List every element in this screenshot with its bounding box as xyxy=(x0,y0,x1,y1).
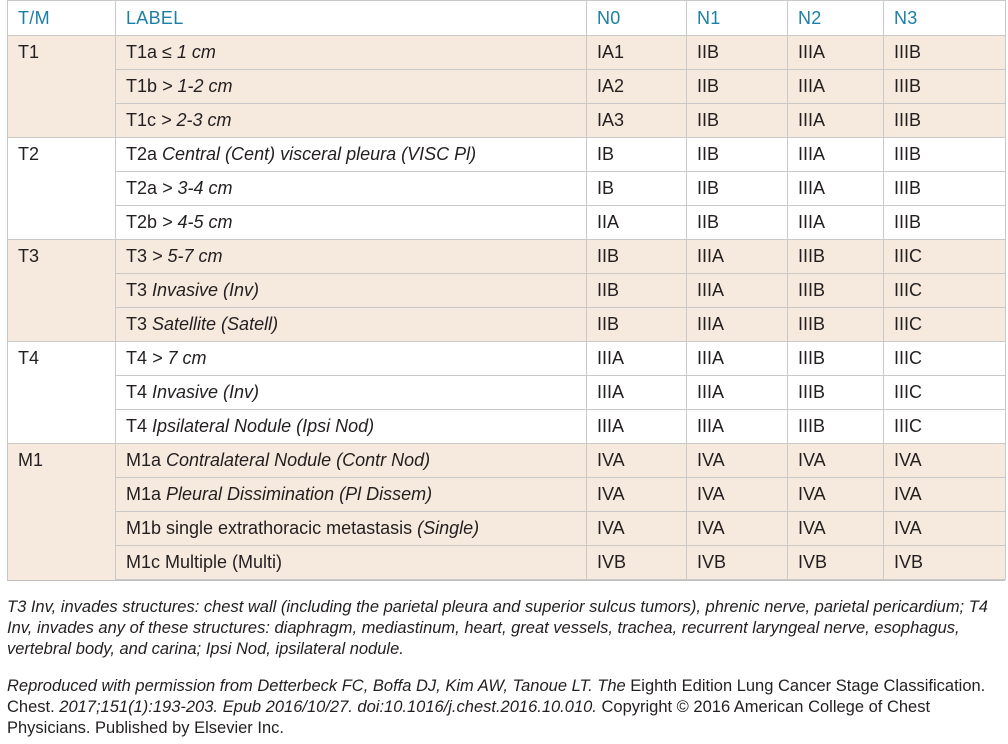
cell-stage-n2: IIIB xyxy=(788,308,884,342)
credit-prefix: Reproduced with permission from Detterbeck FC, Boffa DJ, Kim AW, Tanoue LT. The xyxy=(7,677,631,695)
cell-stage-n1: IVB xyxy=(687,546,788,580)
cell-tm xyxy=(8,376,116,410)
cell-tm xyxy=(8,546,116,580)
label-code: T3 xyxy=(126,246,148,266)
cell-stage-n3: IIIC xyxy=(884,376,1006,410)
cell-stage-n3: IVA xyxy=(884,444,1006,478)
cell-stage-n2: IIIA xyxy=(788,172,884,206)
divider xyxy=(7,580,1005,581)
cell-stage-n0: IIIA xyxy=(587,342,687,376)
cell-label xyxy=(116,240,587,274)
table-row xyxy=(8,36,1006,70)
table-row xyxy=(8,376,1006,410)
cell-stage-n1: IVA xyxy=(687,512,788,546)
cell-label xyxy=(116,206,587,240)
cell-tm: T2 xyxy=(8,138,116,172)
label-code: T4 xyxy=(126,382,148,402)
cell-stage-n2: IIIB xyxy=(788,410,884,444)
label-code: T3 xyxy=(126,280,148,300)
table-row xyxy=(8,104,1006,138)
cell-stage-n2: IVA xyxy=(788,478,884,512)
cell-stage-n3: IIIB xyxy=(884,206,1006,240)
table-row xyxy=(8,478,1006,512)
cell-stage-n1: IIIA xyxy=(687,376,788,410)
cell-stage-n0: IIB xyxy=(587,308,687,342)
table-row xyxy=(8,172,1006,206)
cell-stage-n2: IIIB xyxy=(788,274,884,308)
cell-stage-n3: IIIC xyxy=(884,240,1006,274)
cell-stage-n3: IIIC xyxy=(884,342,1006,376)
cell-stage-n3: IIIC xyxy=(884,308,1006,342)
header-n1: N1 xyxy=(687,1,788,36)
label-code: T2b xyxy=(126,212,158,232)
label-code: T2a xyxy=(126,178,158,198)
cell-stage-n1: IIIA xyxy=(687,410,788,444)
cell-stage-n0: IVA xyxy=(587,478,687,512)
label-code: M1c xyxy=(126,552,161,572)
cell-stage-n3: IIIB xyxy=(884,104,1006,138)
label-description: > 7 cm xyxy=(147,348,207,368)
table-row xyxy=(8,342,1006,376)
cell-stage-n0: IA2 xyxy=(587,70,687,104)
header-tm: T/M xyxy=(8,1,116,36)
cell-stage-n0: IIA xyxy=(587,206,687,240)
cell-stage-n1: IIB xyxy=(687,206,788,240)
label-description: > 1-2 cm xyxy=(157,76,233,96)
label-description: (Single) xyxy=(417,518,480,538)
cell-stage-n1: IIIA xyxy=(687,342,788,376)
cell-stage-n2: IIIB xyxy=(788,376,884,410)
cell-stage-n0: IVA xyxy=(587,512,687,546)
cell-stage-n0: IIB xyxy=(587,240,687,274)
cell-tm: M1 xyxy=(8,444,116,478)
cell-tm xyxy=(8,172,116,206)
cell-stage-n1: IIB xyxy=(687,70,788,104)
cell-tm xyxy=(8,104,116,138)
label-code: T2a xyxy=(126,144,158,164)
cell-stage-n2: IIIB xyxy=(788,342,884,376)
cell-label xyxy=(116,70,587,104)
cell-stage-n2: IIIB xyxy=(788,240,884,274)
cell-stage-n0: IIB xyxy=(587,274,687,308)
header-n0: N0 xyxy=(587,1,687,36)
cell-stage-n3: IIIB xyxy=(884,36,1006,70)
table-row xyxy=(8,512,1006,546)
table-row xyxy=(8,444,1006,478)
cell-stage-n0: IB xyxy=(587,172,687,206)
table-row xyxy=(8,546,1006,580)
cell-stage-n0: IA1 xyxy=(587,36,687,70)
label-description: ≤ 1 cm xyxy=(157,42,216,62)
label-description-plain: single extrathoracic metastasis xyxy=(161,518,418,538)
credit-line xyxy=(7,676,1005,739)
cell-stage-n0: IB xyxy=(587,138,687,172)
header-row xyxy=(8,1,1006,36)
cell-tm xyxy=(8,206,116,240)
cell-stage-n2: IVA xyxy=(788,512,884,546)
table-row xyxy=(8,308,1006,342)
label-code: M1a xyxy=(126,450,162,470)
label-code: T4 xyxy=(126,348,148,368)
cell-label xyxy=(116,308,587,342)
cell-stage-n1: IIIA xyxy=(687,274,788,308)
cell-stage-n1: IIIA xyxy=(687,308,788,342)
cell-stage-n1: IIB xyxy=(687,36,788,70)
cell-stage-n2: IVA xyxy=(788,444,884,478)
cell-stage-n2: IIIA xyxy=(788,206,884,240)
credit-title: Eighth Edition Lung Cancer Stage Classification. Chest. xyxy=(7,677,986,716)
cell-tm: T4 xyxy=(8,342,116,376)
cell-tm xyxy=(8,512,116,546)
cell-stage-n3: IIIB xyxy=(884,70,1006,104)
header-n3: N3 xyxy=(884,1,1006,36)
label-description: Invasive (Inv) xyxy=(147,280,260,300)
table-row xyxy=(8,138,1006,172)
cell-stage-n2: IIIA xyxy=(788,104,884,138)
cell-tm xyxy=(8,70,116,104)
cell-tm: T1 xyxy=(8,36,116,70)
label-code: T1c xyxy=(126,110,157,130)
cell-tm: T3 xyxy=(8,240,116,274)
cell-stage-n3: IVA xyxy=(884,478,1006,512)
cell-stage-n3: IIIB xyxy=(884,172,1006,206)
credit-copyright: Copyright © 2016 American College of Chest Physicians. Published by Elsevier Inc. xyxy=(7,698,931,737)
cell-label xyxy=(116,512,587,546)
cell-label xyxy=(116,104,587,138)
label-description-plain: Multiple (Multi) xyxy=(160,552,283,572)
cell-tm xyxy=(8,410,116,444)
label-code: M1a xyxy=(126,484,162,504)
cell-stage-n2: IIIA xyxy=(788,70,884,104)
table-row xyxy=(8,410,1006,444)
footnote: T3 Inv, invades structures: chest wall (including the parietal pleura and superior sulcus tumors), phrenic nerve, parietal pericardium; T4 Inv, invades any of these structures: diaphragm, mediastinum, heart, great vessels, trachea, recurrent laryngeal nerve, esophagus, vertebral body, and carina; Ipsi Nod, ipsilateral nodule. xyxy=(7,598,988,658)
cell-label xyxy=(116,138,587,172)
label-description: Contralateral Nodule (Contr Nod) xyxy=(161,450,431,470)
cell-label xyxy=(116,478,587,512)
label-description: Ipsilateral Nodule (Ipsi Nod) xyxy=(147,416,375,436)
cell-label xyxy=(116,410,587,444)
cell-tm xyxy=(8,478,116,512)
cell-stage-n2: IIIA xyxy=(788,36,884,70)
cell-label xyxy=(116,376,587,410)
table-row xyxy=(8,274,1006,308)
cell-stage-n0: IVA xyxy=(587,444,687,478)
cell-label xyxy=(116,274,587,308)
label-code: T4 xyxy=(126,416,148,436)
cell-tm xyxy=(8,308,116,342)
cell-label xyxy=(116,342,587,376)
label-description: > 5-7 cm xyxy=(147,246,223,266)
cell-stage-n1: IVA xyxy=(687,444,788,478)
cell-stage-n0: IA3 xyxy=(587,104,687,138)
cell-stage-n1: IIB xyxy=(687,172,788,206)
cell-label xyxy=(116,444,587,478)
cell-stage-n3: IVB xyxy=(884,546,1006,580)
label-code: T3 xyxy=(126,314,148,334)
cell-label xyxy=(116,546,587,580)
label-description: > 2-3 cm xyxy=(156,110,232,130)
staging-table xyxy=(7,0,1006,580)
header-label: LABEL xyxy=(116,1,587,36)
cell-stage-n0: IIIA xyxy=(587,410,687,444)
cell-stage-n2: IIIA xyxy=(788,138,884,172)
cell-stage-n3: IIIC xyxy=(884,274,1006,308)
table-row xyxy=(8,206,1006,240)
cell-label xyxy=(116,36,587,70)
cell-stage-n1: IIIA xyxy=(687,240,788,274)
table-body xyxy=(8,36,1006,580)
label-description: Central (Cent) visceral pleura (VISC Pl) xyxy=(157,144,477,164)
label-description: > 3-4 cm xyxy=(157,178,233,198)
cell-stage-n1: IVA xyxy=(687,478,788,512)
cell-tm xyxy=(8,274,116,308)
label-code: M1b xyxy=(126,518,162,538)
cell-label xyxy=(116,172,587,206)
label-description: > 4-5 cm xyxy=(157,212,233,232)
credit-citation: 2017;151(1):193-203. Epub 2016/10/27. doi:10.1016/j.chest.2016.10.010. xyxy=(54,698,597,716)
label-description: Invasive (Inv) xyxy=(147,382,260,402)
cell-stage-n2: IVB xyxy=(788,546,884,580)
cell-stage-n3: IVA xyxy=(884,512,1006,546)
label-description: Pleural Dissimination (Pl Dissem) xyxy=(161,484,433,504)
table-row xyxy=(8,70,1006,104)
header-n2: N2 xyxy=(788,1,884,36)
cell-stage-n0: IIIA xyxy=(587,376,687,410)
label-code: T1b xyxy=(126,76,158,96)
table-row xyxy=(8,240,1006,274)
cell-stage-n1: IIB xyxy=(687,138,788,172)
cell-stage-n1: IIB xyxy=(687,104,788,138)
cell-stage-n3: IIIB xyxy=(884,138,1006,172)
cell-stage-n0: IVB xyxy=(587,546,687,580)
cell-stage-n3: IIIC xyxy=(884,410,1006,444)
label-description: Satellite (Satell) xyxy=(147,314,279,334)
label-code: T1a xyxy=(126,42,158,62)
